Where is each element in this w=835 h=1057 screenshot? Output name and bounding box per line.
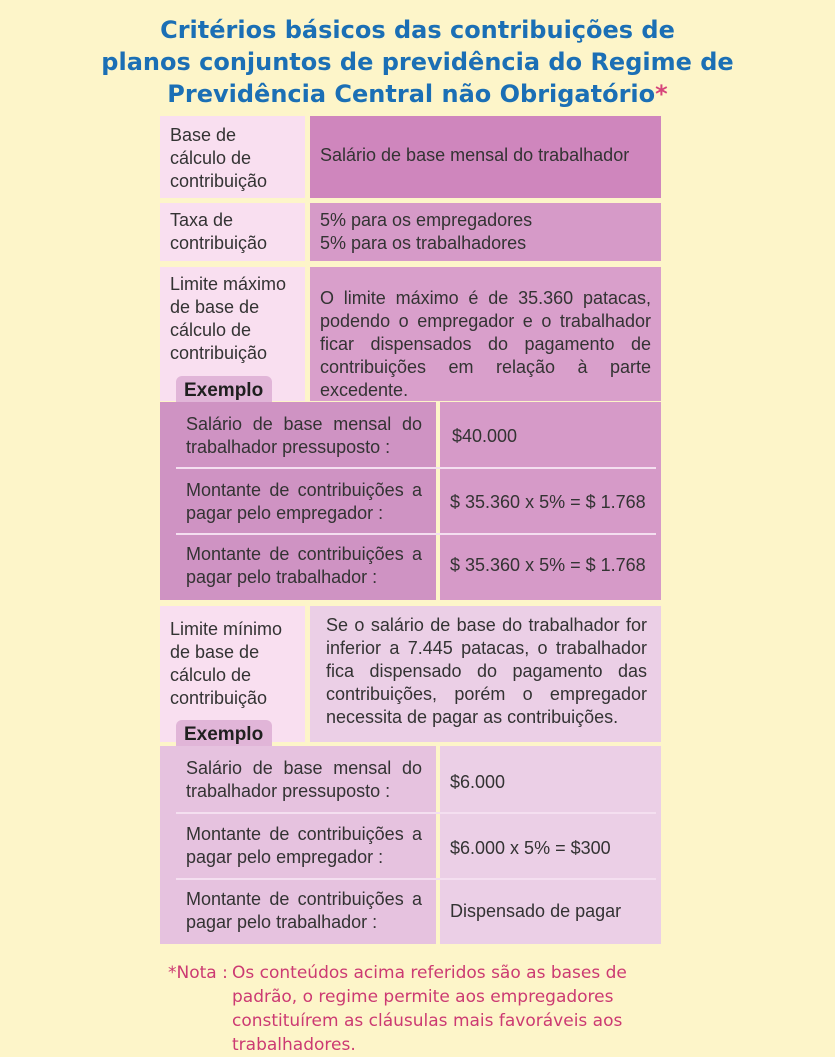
max-label: Limite máximo de base de cálculo de contribuição (170, 274, 287, 363)
example-max-row-1-value: $40.000 (452, 426, 518, 446)
title-asterisk: * (655, 80, 668, 108)
page-title (0, 14, 835, 110)
example-min-row-3-label: Montante de contribuições a pagar pelo trabalhador : (186, 889, 422, 932)
rate-label: Taxa de contribuição (170, 210, 268, 253)
max-value-cell (310, 267, 661, 401)
base-label-cell (160, 116, 305, 198)
footnote-text: Os conteúdos acima referidos são as bases de padrão, o regime permite aos empregadores constituírem as cláusulas mais favoráveis aos trabalhadores. (232, 963, 627, 1055)
min-value-cell (310, 606, 661, 742)
max-value: O limite máximo é de 35.360 patacas, podendo o empregador e o trabalhador ficar dispensados do pagamento de contribuições em relação à parte excedente. (320, 288, 651, 400)
example-max-row-1-label: Salário de base mensal do trabalhador pressuposto : (186, 414, 422, 457)
rate-value-cell (310, 203, 661, 261)
base-value: Salário de base mensal do trabalhador (320, 145, 630, 165)
example-max-row-3-value: $ 35.360 x 5% = $ 1.768 (450, 555, 646, 575)
rate-value-worker: 5% para os trabalhadores (320, 233, 527, 253)
example-min-row-3-value: Dispensado de pagar (450, 901, 622, 921)
example-tag-max: Exemplo (176, 376, 272, 402)
min-value: Se o salário de base do trabalhador for inferior a 7.445 patacas, o trabalhador fica dispensado do pagamento das contribuições, porém o empregador necessita de pagar as contribuições. (326, 615, 647, 727)
example-min-divider-2 (176, 878, 656, 880)
example-min-divider-1 (176, 812, 656, 814)
example-min-row-2-value: $6.000 x 5% = $300 (450, 838, 611, 858)
rate-value-employer: 5% para os empregadores (320, 210, 533, 230)
example-min-row-2-label: Montante de contribuições a pagar pelo empregador : (186, 824, 422, 867)
min-label: Limite mínimo de base de cálculo de contribuição (170, 619, 283, 708)
title-line-3-text: Previdência Central não Obrigatório (167, 80, 656, 108)
title-line-2: planos conjuntos de previdência do Regime de (101, 48, 734, 76)
example-tag-min: Exemplo (176, 720, 272, 746)
example-max-divider-2 (176, 533, 656, 535)
example-min-row-1-label: Salário de base mensal do trabalhador pressuposto : (186, 758, 422, 801)
example-max-row-2-value: $ 35.360 x 5% = $ 1.768 (450, 492, 646, 512)
base-value-cell (310, 116, 661, 198)
example-max-divider-1 (176, 467, 656, 469)
footnote-key: *Nota : (168, 963, 228, 983)
rate-label-cell (160, 203, 305, 261)
base-label: Base de cálculo de contribuição (170, 125, 268, 191)
title-line-3 (0, 78, 835, 110)
example-max-row-2-label: Montante de contribuições a pagar pelo empregador : (186, 480, 422, 523)
title-line-1: Critérios básicos das contribuições de (160, 16, 675, 44)
example-max-row-3-label: Montante de contribuições a pagar pelo trabalhador : (186, 544, 422, 587)
example-min-row-1-value: $6.000 (450, 772, 506, 792)
